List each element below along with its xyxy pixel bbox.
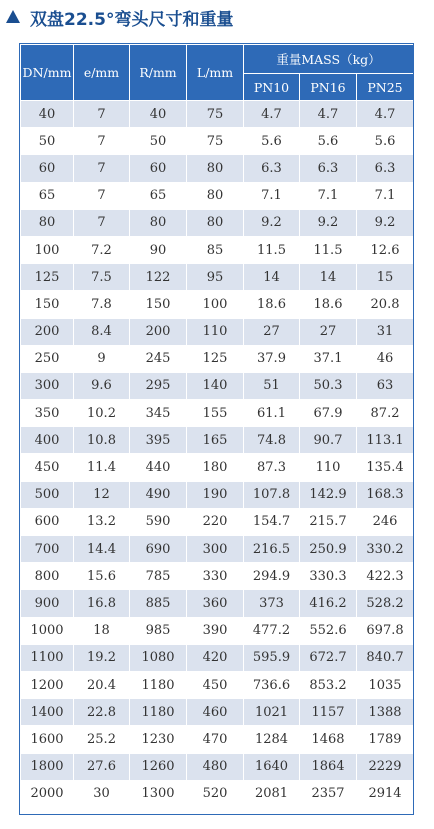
cell-l: 520 bbox=[187, 780, 244, 807]
cell-e: 9 bbox=[74, 345, 130, 372]
cell-e: 10.2 bbox=[74, 400, 130, 427]
cell-l: 80 bbox=[187, 182, 244, 209]
cell-r: 345 bbox=[130, 400, 187, 427]
cell-e: 7 bbox=[74, 101, 130, 128]
table-row bbox=[21, 508, 414, 535]
cell-pn10: 74.8 bbox=[244, 427, 300, 454]
cell-pn25: 528.2 bbox=[357, 590, 414, 617]
table-row bbox=[21, 590, 414, 617]
cell-l: 85 bbox=[187, 236, 244, 263]
table-row bbox=[21, 699, 414, 726]
cell-pn25: 20.8 bbox=[357, 291, 414, 318]
cell-pn25: 46 bbox=[357, 345, 414, 372]
cell-r: 295 bbox=[130, 372, 187, 399]
cell-pn10: 5.6 bbox=[244, 128, 300, 155]
header-e: e/mm bbox=[74, 45, 130, 101]
page-title-text: 双盘22.5°弯头尺寸和重量 bbox=[30, 9, 234, 30]
table-row bbox=[21, 155, 414, 182]
cell-pn25: 63 bbox=[357, 372, 414, 399]
cell-r: 80 bbox=[130, 209, 187, 236]
cell-pn25: 422.3 bbox=[357, 563, 414, 590]
cell-pn10: 2081 bbox=[244, 780, 300, 807]
cell-pn25: 9.2 bbox=[357, 209, 414, 236]
cell-pn10: 107.8 bbox=[244, 481, 300, 508]
cell-pn16: 5.6 bbox=[300, 128, 357, 155]
cell-pn16: 11.5 bbox=[300, 236, 357, 263]
cell-r: 50 bbox=[130, 128, 187, 155]
cell-pn10: 595.9 bbox=[244, 644, 300, 671]
cell-pn10: 61.1 bbox=[244, 400, 300, 427]
cell-e: 19.2 bbox=[74, 644, 130, 671]
cell-pn16: 552.6 bbox=[300, 617, 357, 644]
cell-pn10: 51 bbox=[244, 372, 300, 399]
cell-r: 245 bbox=[130, 345, 187, 372]
cell-r: 395 bbox=[130, 427, 187, 454]
cell-dn: 50 bbox=[21, 128, 74, 155]
cell-l: 95 bbox=[187, 264, 244, 291]
cell-r: 200 bbox=[130, 318, 187, 345]
cell-pn25: 697.8 bbox=[357, 617, 414, 644]
cell-pn10: 9.2 bbox=[244, 209, 300, 236]
header-pn10: PN10 bbox=[244, 74, 300, 101]
table-row bbox=[21, 563, 414, 590]
cell-pn16: 14 bbox=[300, 264, 357, 291]
table-row bbox=[21, 182, 414, 209]
cell-dn: 1100 bbox=[21, 644, 74, 671]
cell-l: 220 bbox=[187, 508, 244, 535]
cell-e: 7 bbox=[74, 155, 130, 182]
cell-pn10: 294.9 bbox=[244, 563, 300, 590]
cell-e: 18 bbox=[74, 617, 130, 644]
cell-pn25: 1789 bbox=[357, 726, 414, 753]
cell-l: 155 bbox=[187, 400, 244, 427]
cell-dn: 40 bbox=[21, 101, 74, 128]
cell-pn10: 27 bbox=[244, 318, 300, 345]
cell-r: 985 bbox=[130, 617, 187, 644]
cell-dn: 100 bbox=[21, 236, 74, 263]
cell-r: 90 bbox=[130, 236, 187, 263]
cell-l: 75 bbox=[187, 101, 244, 128]
cell-r: 60 bbox=[130, 155, 187, 182]
cell-pn16: 67.9 bbox=[300, 400, 357, 427]
cell-r: 785 bbox=[130, 563, 187, 590]
cell-l: 165 bbox=[187, 427, 244, 454]
cell-l: 80 bbox=[187, 155, 244, 182]
cell-pn16: 50.3 bbox=[300, 372, 357, 399]
cell-pn10: 18.6 bbox=[244, 291, 300, 318]
cell-pn25: 4.7 bbox=[357, 101, 414, 128]
table-row bbox=[21, 427, 414, 454]
cell-dn: 1600 bbox=[21, 726, 74, 753]
table-row bbox=[21, 644, 414, 671]
cell-e: 16.8 bbox=[74, 590, 130, 617]
table-row bbox=[21, 291, 414, 318]
cell-r: 1230 bbox=[130, 726, 187, 753]
cell-pn10: 11.5 bbox=[244, 236, 300, 263]
cell-pn16: 18.6 bbox=[300, 291, 357, 318]
cell-l: 480 bbox=[187, 753, 244, 780]
cell-pn25: 1035 bbox=[357, 671, 414, 698]
cell-pn16: 1157 bbox=[300, 699, 357, 726]
cell-e: 7 bbox=[74, 209, 130, 236]
cell-pn10: 216.5 bbox=[244, 536, 300, 563]
cell-pn16: 7.1 bbox=[300, 182, 357, 209]
table-row bbox=[21, 617, 414, 644]
table-row bbox=[21, 536, 414, 563]
cell-dn: 1800 bbox=[21, 753, 74, 780]
cell-pn16: 90.7 bbox=[300, 427, 357, 454]
cell-pn16: 110 bbox=[300, 454, 357, 481]
cell-dn: 700 bbox=[21, 536, 74, 563]
cell-e: 30 bbox=[74, 780, 130, 807]
cell-dn: 60 bbox=[21, 155, 74, 182]
cell-dn: 2000 bbox=[21, 780, 74, 807]
table-row bbox=[21, 726, 414, 753]
cell-dn: 65 bbox=[21, 182, 74, 209]
table-row bbox=[21, 128, 414, 155]
cell-pn25: 12.6 bbox=[357, 236, 414, 263]
cell-dn: 350 bbox=[21, 400, 74, 427]
cell-r: 440 bbox=[130, 454, 187, 481]
cell-pn10: 6.3 bbox=[244, 155, 300, 182]
cell-dn: 150 bbox=[21, 291, 74, 318]
cell-pn25: 87.2 bbox=[357, 400, 414, 427]
cell-l: 470 bbox=[187, 726, 244, 753]
cell-pn10: 4.7 bbox=[244, 101, 300, 128]
cell-e: 7 bbox=[74, 128, 130, 155]
cell-dn: 500 bbox=[21, 481, 74, 508]
cell-r: 122 bbox=[130, 264, 187, 291]
dimension-weight-table bbox=[20, 44, 414, 808]
cell-e: 8.4 bbox=[74, 318, 130, 345]
cell-l: 420 bbox=[187, 644, 244, 671]
cell-dn: 1000 bbox=[21, 617, 74, 644]
cell-e: 14.4 bbox=[74, 536, 130, 563]
cell-l: 300 bbox=[187, 536, 244, 563]
cell-e: 7 bbox=[74, 182, 130, 209]
cell-pn16: 672.7 bbox=[300, 644, 357, 671]
cell-pn25: 135.4 bbox=[357, 454, 414, 481]
cell-e: 7.5 bbox=[74, 264, 130, 291]
cell-pn16: 4.7 bbox=[300, 101, 357, 128]
cell-l: 390 bbox=[187, 617, 244, 644]
table-row bbox=[21, 318, 414, 345]
cell-pn10: 7.1 bbox=[244, 182, 300, 209]
cell-pn25: 2914 bbox=[357, 780, 414, 807]
cell-pn10: 14 bbox=[244, 264, 300, 291]
cell-pn16: 37.1 bbox=[300, 345, 357, 372]
cell-e: 27.6 bbox=[74, 753, 130, 780]
table-row bbox=[21, 481, 414, 508]
header-pn16: PN16 bbox=[300, 74, 357, 101]
cell-l: 110 bbox=[187, 318, 244, 345]
cell-l: 75 bbox=[187, 128, 244, 155]
cell-pn25: 2229 bbox=[357, 753, 414, 780]
cell-dn: 800 bbox=[21, 563, 74, 590]
cell-pn16: 1468 bbox=[300, 726, 357, 753]
cell-l: 190 bbox=[187, 481, 244, 508]
cell-r: 885 bbox=[130, 590, 187, 617]
cell-pn25: 168.3 bbox=[357, 481, 414, 508]
cell-pn25: 6.3 bbox=[357, 155, 414, 182]
cell-pn25: 7.1 bbox=[357, 182, 414, 209]
cell-r: 1260 bbox=[130, 753, 187, 780]
cell-pn25: 5.6 bbox=[357, 128, 414, 155]
cell-e: 15.6 bbox=[74, 563, 130, 590]
cell-l: 180 bbox=[187, 454, 244, 481]
cell-pn16: 250.9 bbox=[300, 536, 357, 563]
cell-pn25: 15 bbox=[357, 264, 414, 291]
cell-pn16: 27 bbox=[300, 318, 357, 345]
cell-e: 7.8 bbox=[74, 291, 130, 318]
cell-r: 490 bbox=[130, 481, 187, 508]
cell-pn16: 142.9 bbox=[300, 481, 357, 508]
cell-r: 690 bbox=[130, 536, 187, 563]
cell-e: 13.2 bbox=[74, 508, 130, 535]
table-row bbox=[21, 400, 414, 427]
cell-e: 20.4 bbox=[74, 671, 130, 698]
cell-pn16: 1864 bbox=[300, 753, 357, 780]
header-r: R/mm bbox=[130, 45, 187, 101]
cell-pn10: 154.7 bbox=[244, 508, 300, 535]
cell-r: 1300 bbox=[130, 780, 187, 807]
header-mass: 重量MASS（kg） bbox=[244, 45, 414, 74]
cell-e: 11.4 bbox=[74, 454, 130, 481]
cell-dn: 400 bbox=[21, 427, 74, 454]
cell-l: 330 bbox=[187, 563, 244, 590]
cell-r: 65 bbox=[130, 182, 187, 209]
cell-l: 140 bbox=[187, 372, 244, 399]
cell-pn16: 416.2 bbox=[300, 590, 357, 617]
cell-e: 10.8 bbox=[74, 427, 130, 454]
cell-l: 450 bbox=[187, 671, 244, 698]
cell-dn: 1400 bbox=[21, 699, 74, 726]
cell-dn: 80 bbox=[21, 209, 74, 236]
cell-dn: 250 bbox=[21, 345, 74, 372]
table-body bbox=[21, 101, 414, 808]
cell-pn16: 6.3 bbox=[300, 155, 357, 182]
cell-dn: 200 bbox=[21, 318, 74, 345]
header-l: L/mm bbox=[187, 45, 244, 101]
table-row bbox=[21, 236, 414, 263]
cell-pn25: 330.2 bbox=[357, 536, 414, 563]
cell-dn: 450 bbox=[21, 454, 74, 481]
cell-dn: 125 bbox=[21, 264, 74, 291]
cell-dn: 1200 bbox=[21, 671, 74, 698]
cell-pn10: 37.9 bbox=[244, 345, 300, 372]
header-dn: DN/mm bbox=[21, 45, 74, 101]
cell-pn10: 1284 bbox=[244, 726, 300, 753]
cell-pn16: 2357 bbox=[300, 780, 357, 807]
cell-pn10: 87.3 bbox=[244, 454, 300, 481]
cell-pn10: 736.6 bbox=[244, 671, 300, 698]
cell-e: 7.2 bbox=[74, 236, 130, 263]
cell-l: 100 bbox=[187, 291, 244, 318]
table-row bbox=[21, 671, 414, 698]
cell-pn25: 113.1 bbox=[357, 427, 414, 454]
cell-pn10: 1640 bbox=[244, 753, 300, 780]
cell-e: 9.6 bbox=[74, 372, 130, 399]
cell-pn16: 853.2 bbox=[300, 671, 357, 698]
table-row bbox=[21, 372, 414, 399]
cell-pn16: 330.3 bbox=[300, 563, 357, 590]
cell-pn25: 31 bbox=[357, 318, 414, 345]
cell-l: 460 bbox=[187, 699, 244, 726]
cell-dn: 900 bbox=[21, 590, 74, 617]
cell-pn16: 9.2 bbox=[300, 209, 357, 236]
cell-e: 25.2 bbox=[74, 726, 130, 753]
table-row bbox=[21, 101, 414, 128]
cell-r: 1180 bbox=[130, 699, 187, 726]
cell-r: 1180 bbox=[130, 671, 187, 698]
table-row bbox=[21, 345, 414, 372]
cell-pn25: 1388 bbox=[357, 699, 414, 726]
cell-r: 590 bbox=[130, 508, 187, 535]
cell-r: 1080 bbox=[130, 644, 187, 671]
cell-dn: 600 bbox=[21, 508, 74, 535]
table-row bbox=[21, 209, 414, 236]
cell-pn10: 477.2 bbox=[244, 617, 300, 644]
cell-r: 40 bbox=[130, 101, 187, 128]
table-row bbox=[21, 264, 414, 291]
cell-pn16: 215.7 bbox=[300, 508, 357, 535]
cell-l: 80 bbox=[187, 209, 244, 236]
table-row bbox=[21, 454, 414, 481]
cell-pn25: 246 bbox=[357, 508, 414, 535]
triangle-icon bbox=[6, 10, 20, 23]
header-pn25: PN25 bbox=[357, 74, 414, 101]
cell-pn25: 840.7 bbox=[357, 644, 414, 671]
cell-dn: 300 bbox=[21, 372, 74, 399]
cell-pn10: 373 bbox=[244, 590, 300, 617]
table-row bbox=[21, 753, 414, 780]
cell-l: 125 bbox=[187, 345, 244, 372]
page-title bbox=[6, 3, 233, 31]
cell-e: 12 bbox=[74, 481, 130, 508]
table-row bbox=[21, 780, 414, 807]
cell-r: 150 bbox=[130, 291, 187, 318]
cell-pn10: 1021 bbox=[244, 699, 300, 726]
cell-e: 22.8 bbox=[74, 699, 130, 726]
cell-l: 360 bbox=[187, 590, 244, 617]
